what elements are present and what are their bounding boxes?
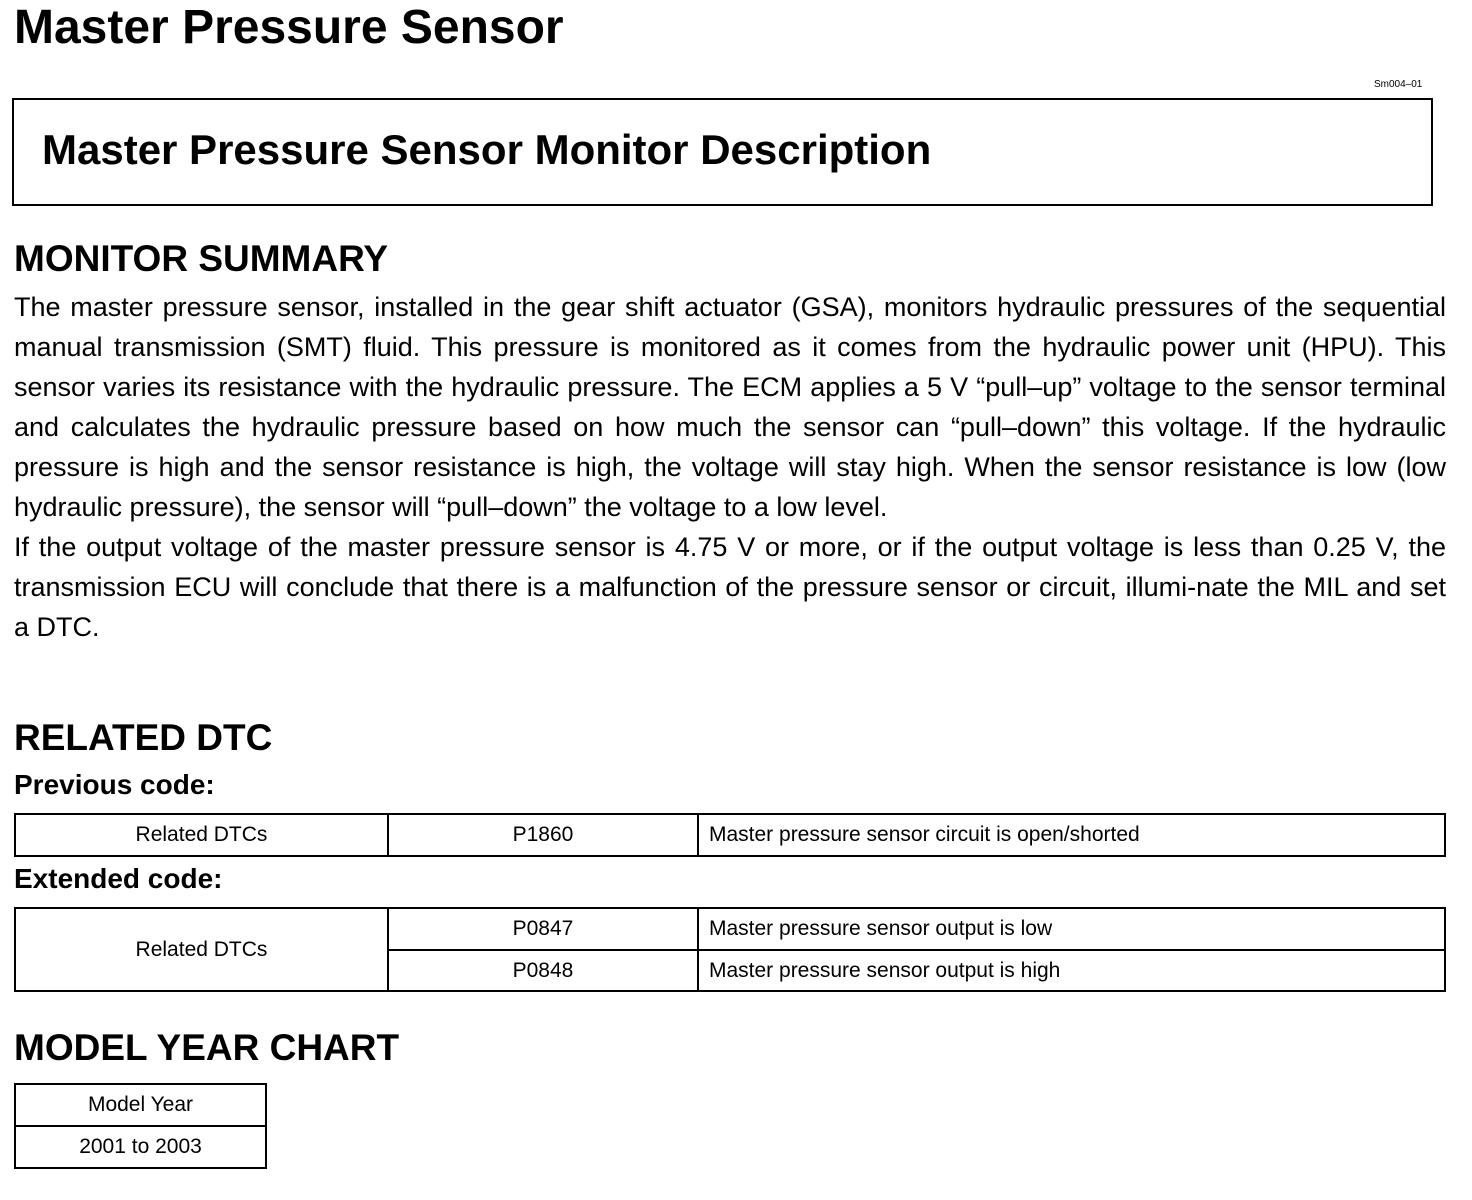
dtc-code: P1860 — [388, 814, 698, 856]
table-row — [15, 1126, 266, 1168]
monitor-summary-text — [14, 287, 1446, 647]
dtc-code: P0847 — [388, 908, 698, 950]
page-title: Master Pressure Sensor — [14, 1, 564, 54]
dtc-description: Master pressure sensor output is low — [698, 908, 1445, 950]
table-row — [15, 814, 1445, 856]
model-year-header: Model Year — [15, 1084, 266, 1126]
table-cell-label: Related DTCs — [15, 908, 388, 991]
title-box — [12, 98, 1433, 206]
model-year-table — [14, 1083, 267, 1169]
summary-paragraph: The master pressure sensor, installed in the gear shift actuator (GSA), monitors hydraulic pressures of the sequential manual transmission (SMT) fluid. This pressure is monitored as it comes from the hydraulic power unit (HPU). This sensor varies its resistance with the hydraulic pressure. The ECM applies a 5 V “pull–up” voltage to the sensor terminal and calculates the hydraulic pressure based on how much the sensor can “pull–down” this voltage. If the hydraulic pressure is high and the sensor resistance is high, the voltage will stay high. When the sensor resistance is low (low hydraulic pressure), the sensor will “pull–down” the voltage to a low level. — [14, 292, 1446, 522]
model-year-chart-heading: MODEL YEAR CHART — [14, 1027, 400, 1068]
previous-code-table — [14, 813, 1446, 857]
box-title: Master Pressure Sensor Monitor Description — [42, 126, 932, 173]
table-cell-label: Related DTCs — [15, 814, 388, 856]
dtc-description: Master pressure sensor circuit is open/shorted — [698, 814, 1445, 856]
dtc-description: Master pressure sensor output is high — [698, 950, 1445, 991]
model-year-value: 2001 to 2003 — [15, 1126, 266, 1168]
reference-code: Sm004–01 — [1374, 79, 1423, 90]
table-row — [15, 908, 1445, 950]
summary-paragraph: If the output voltage of the master pressure sensor is 4.75 V or more, or if the output voltage is less than 0.25 V, the transmission ECU will conclude that there is a malfunction of the pressure sensor or circuit, illumi-nate the MIL and set a DTC. — [14, 532, 1446, 642]
dtc-code: P0848 — [388, 950, 698, 991]
table-row — [15, 1084, 266, 1126]
monitor-summary-heading: MONITOR SUMMARY — [14, 238, 389, 279]
previous-code-label: Previous code: — [14, 769, 215, 800]
extended-code-table — [14, 907, 1446, 992]
extended-code-label: Extended code: — [14, 863, 223, 894]
related-dtc-heading: RELATED DTC — [14, 717, 273, 758]
